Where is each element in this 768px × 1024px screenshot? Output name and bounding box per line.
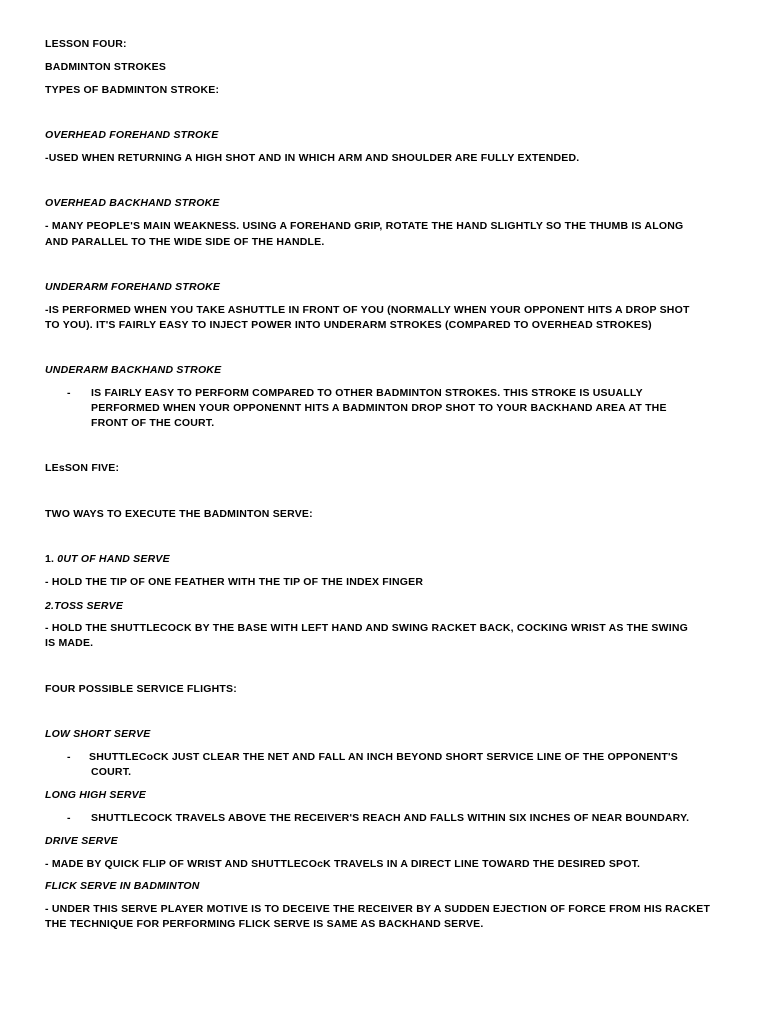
list-bullet: - [67,812,71,824]
serve-2-text-line: - HOLD THE SHUTTLECOCK BY THE BASE WITH LEFT HAND AND SWING RACKET BACK, COCKING WRIST AS THE SWING [45,622,688,634]
underarm-forehand-text-line: -IS PERFORMED WHEN YOU TAKE ASHUTTLE IN FRONT OF YOU (NORMALLY WHEN YOUR OPPONENT HITS A DROP SHOT [45,304,690,316]
serve-2-text-line: IS MADE. [45,637,94,649]
underarm-forehand-text-line: TO YOU). IT'S FAIRLY EASY TO INJECT POWER INTO UNDERARM STROKES (COMPARED TO OVERHEAD STROKES) [45,319,652,331]
service-flights-heading: FOUR POSSIBLE SERVICE FLIGHTS: [45,683,237,695]
serve-methods-heading: TWO WAYS TO EXECUTE THE BADMINTON SERVE: [45,508,313,520]
underarm-forehand-heading: UNDERARM FOREHAND STROKE [45,281,221,293]
underarm-backhand-heading: UNDERARM BACKHAND STROKE [45,364,222,376]
overhead-backhand-heading: OVERHEAD BACKHAND STROKE [45,197,220,209]
long-high-serve-heading: LONG HIGH SERVE [45,789,147,801]
drive-serve-text: - MADE BY QUICK FLIP OF WRIST AND SHUTTLECOcK TRAVELS IN A DIRECT LINE TOWARD THE DESIRED SPOT. [45,858,641,870]
list-bullet: - [67,751,71,763]
lesson-four-title: LESSON FOUR: [45,38,127,50]
serve-1-text: - HOLD THE TIP OF ONE FEATHER WITH THE TIP OF THE INDEX FINGER [45,576,424,588]
overhead-backhand-text-line: AND PARALLEL TO THE WIDE SIDE OF THE HANDLE. [45,236,325,248]
flick-serve-text-line: - UNDER THIS SERVE PLAYER MOTIVE IS TO DECEIVE THE RECEIVER BY A SUDDEN EJECTION OF FORCE FROM HIS RACKET [45,903,711,915]
lesson-five-title: LEsSON FIVE: [45,462,120,474]
serve-1-number: 1. [45,553,58,565]
low-short-serve-text-line: SHUTTLECoCK JUST CLEAR THE NET AND FALL AN INCH BEYOND SHORT SERVICE LINE OF THE OPPONENT'S [89,751,678,763]
flick-serve-heading: FLICK SERVE IN BADMINTON [45,880,200,892]
drive-serve-heading: DRIVE SERVE [45,835,118,847]
underarm-backhand-text-line: PERFORMED WHEN YOUR OPPONENNT HITS A BADMINTON DROP SHOT TO YOUR BACKHAND AREA AT THE [91,402,667,414]
overhead-backhand-text-line: - MANY PEOPLE'S MAIN WEAKNESS. USING A FOREHAND GRIP, ROTATE THE HAND SLIGHTLY SO THE THUMB IS ALONG [45,220,684,232]
flick-serve-text-line: THE TECHNIQUE FOR PERFORMING FLICK SERVE IS SAME AS BACKHAND SERVE. [45,918,484,930]
lesson-four-subtitle: BADMINTON STROKES [45,61,167,73]
long-high-serve-text: SHUTTLECOCK TRAVELS ABOVE THE RECEIVER'S REACH AND FALLS WITHIN SIX INCHES OF NEAR BOUNDARY. [91,812,690,824]
overhead-forehand-text: -USED WHEN RETURNING A HIGH SHOT AND IN WHICH ARM AND SHOULDER ARE FULLY EXTENDED. [45,152,580,164]
underarm-backhand-text-line: FRONT OF THE COURT. [91,417,215,429]
serve-1-heading [45,552,170,566]
serve-1-name: 0UT OF HAND SERVE [57,553,170,565]
list-bullet: - [67,387,71,399]
underarm-backhand-text-line: IS FAIRLY EASY TO PERFORM COMPARED TO OTHER BADMINTON STROKES. THIS STROKE IS USUALLY [91,387,643,399]
low-short-serve-text-line: COURT. [91,766,132,778]
stroke-types-heading: TYPES OF BADMINTON STROKE: [45,84,220,96]
low-short-serve-heading: LOW SHORT SERVE [45,728,151,740]
overhead-forehand-heading: OVERHEAD FOREHAND STROKE [45,129,219,141]
serve-2-heading: 2.TOSS SERVE [45,600,124,612]
